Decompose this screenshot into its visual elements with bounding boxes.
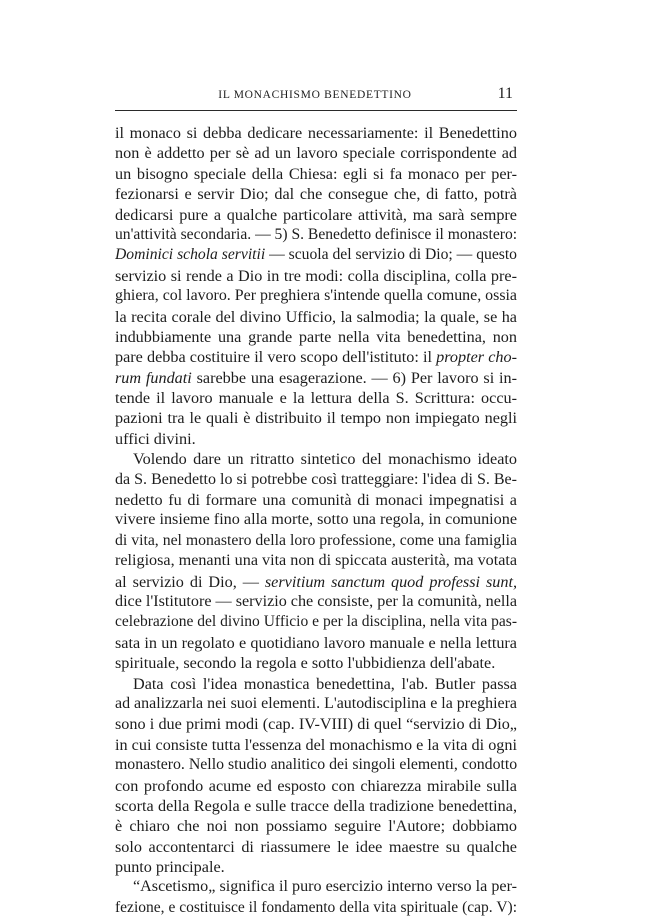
text-line: in cui consiste tutta l'essenza del monachismo e la vita di ogni — [115, 735, 517, 754]
text-line: non è addetto per sè ad un lavoro speciale corrispondente ad — [115, 144, 517, 163]
text-line: sono i due primi modi (cap. IV-VIII) di quel “servizio di Dio„ — [115, 715, 517, 734]
body-text — [115, 123, 517, 918]
text-line: al servizio di Dio, — servitium sanctum quod professi sunt, — [115, 572, 517, 591]
text-line: dedicarsi pure a qualche particolare attività, ma sarà sempre — [115, 205, 517, 224]
text-line: da S. Benedetto lo si potrebbe così tratteggiare: l'idea di S. Be- — [115, 470, 517, 488]
header-rule — [115, 110, 517, 111]
text-line: vivere insieme fino alla morte, sotto una regola, in comunione — [115, 511, 517, 529]
latin-quote: servitium sanctum quod professi sunt, — [264, 572, 517, 591]
text-line: monastero. Nello studio analitico dei singoli elementi, condotto — [115, 756, 517, 774]
text-line: ghiera, col lavoro. Per preghiera s'intende quella comune, ossia — [115, 287, 517, 305]
text-line: spirituale, secondo la regola e sotto l'ubbidienza dell'abate. — [115, 654, 496, 673]
latin-quote: propter cho- — [436, 348, 517, 367]
latin-quote: rum fundati — [115, 368, 192, 387]
text-line: pazioni tra le quali è distribuito il tempo non impiegato negli — [115, 409, 517, 428]
text-line: rum fundati sarebbe una esagerazione. — 6) Per lavoro si in- — [115, 368, 517, 387]
text-line: uffici divini. — [115, 429, 196, 448]
page-number: 11 — [497, 85, 513, 102]
text-line: religiosa, menanti una vita non di spiccata austerità, ma votata — [115, 552, 517, 570]
text-line: “Ascetismo„ significa il puro esercizio interno verso la per- — [133, 878, 517, 896]
text-line: un bisogno speciale della Chiesa: egli si fa monaco per per- — [115, 164, 517, 183]
text-line: fezione, e costituisce il fondamento della vita spirituale (cap. V): — [115, 898, 517, 916]
text-line: è chiaro che noi non possiamo seguire l'Autore; dobbiamo — [115, 817, 517, 836]
running-title: IL MONACHISMO BENEDETTINO — [218, 89, 412, 101]
text-line: la recita corale del divino Ufficio, la salmodia; la quale, se ha — [115, 307, 517, 326]
text-line: dice l'Istitutore — servizio che consiste, per la comunità, nella — [115, 592, 517, 610]
text-line: con profondo acume ed esposto con chiarezza mirabile sulla — [115, 776, 517, 795]
text-line: celebrazione del divino Ufficio e per la disciplina, nella vita pas- — [115, 613, 517, 631]
text-line: nedetto fu di formare una comunità di monaci impegnatisi a — [115, 491, 517, 510]
text-line: punto principale. — [115, 858, 225, 877]
text-line: fezionarsi e servir Dio; dal che consegue che, di fatto, potrà — [115, 185, 517, 204]
text-line: Data così l'idea monastica benedettina, l'ab. Butler passa — [133, 674, 517, 693]
text-line: ad analizzarla nei suoi elementi. L'autodisciplina e la preghiera — [115, 694, 517, 712]
text-line: indubbiamente una grande parte nella vita benedettina, non — [115, 327, 517, 346]
text-line: il monaco si debba dedicare necessariamente: il Benedettino — [115, 124, 517, 142]
text-line: solo accontentarci di riassumere le idee maestre su qualche — [115, 837, 517, 856]
text-line: pare debba costituire il vero scopo dell'istituto: il propter cho- — [115, 348, 517, 367]
text-line: Volendo dare un ritratto sintetico del monachismo ideato — [133, 450, 517, 469]
text-line: di vita, nel monastero della loro professione, come una famiglia — [115, 531, 517, 549]
text-line: tende il lavoro manuale e la lettura della S. Scrittura: occu- — [115, 389, 517, 408]
text-line: Dominici schola servitii — scuola del servizio di Dio; — questo — [115, 246, 517, 264]
text-line: un'attività secondaria. — 5) S. Benedetto definisce il monastero: — [115, 225, 517, 243]
text-line: sata in un regolato e quotidiano lavoro manuale e nella lettura — [115, 633, 517, 652]
text-line: servizio si rende a Dio in tre modi: colla disciplina, colla pre- — [115, 266, 517, 285]
running-head — [115, 85, 515, 108]
text-line: scorta della Regola e sulle tracce della tradizione benedettina, — [115, 796, 517, 815]
latin-quote: Dominici schola servitii — [115, 246, 266, 264]
